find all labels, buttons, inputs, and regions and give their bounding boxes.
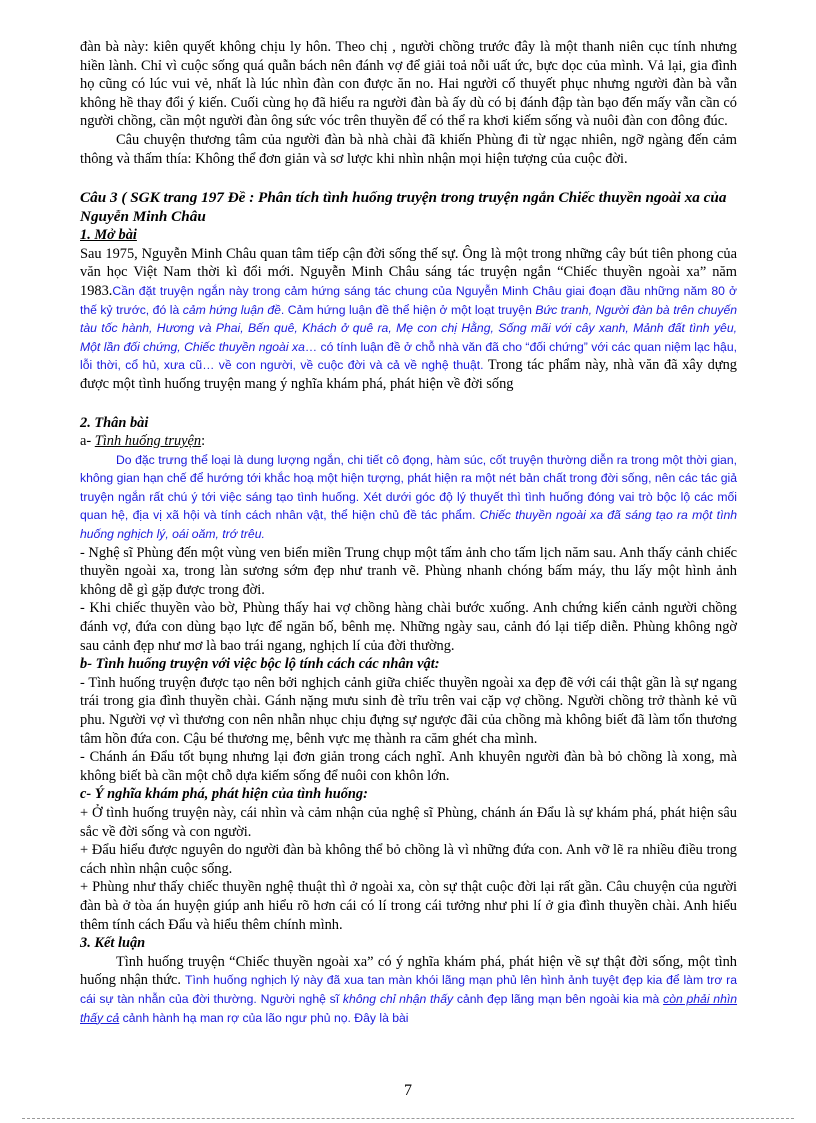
section-a-title: Tình huống truyện xyxy=(94,433,202,450)
mo-bai-blue-3: … có tính luận đề ở chỗ nhà văn đã cho “đối chứng” với các quan niệm lạc hậu, lỗi thời, cổ hủ, xưa cũ… về con người, về cuộc đời và cả về nghệ thuật. xyxy=(80,339,738,373)
spacer xyxy=(80,394,737,414)
mo-bai-blue-italic-1: cảm hứng luận đề xyxy=(182,302,281,317)
section-c-paragraph-1: + Ở tình huống truyện này, cái nhìn và cảm nhận của nghệ sĩ Phùng, chánh án Đẩu là sự khám phá, phát hiện sâu sắc về đời sống và con người. xyxy=(80,804,737,840)
section-a-paragraph-2: - Khi chiếc thuyền vào bờ, Phùng thấy hai vợ chồng hàng chài bước xuống. Anh chứng kiến cảnh người chồng đánh vợ, đứa con dùng bạo lực để ngăn bố, bênh mẹ. Những ngày sau, cảnh đó lại tiếp diễn. Phùng không ngờ sau cảnh đẹp như mơ là bao trái ngang, nghịch lí của đời thường. xyxy=(80,600,737,654)
section-a-blue-text: Do đặc trưng thể loại là dung lượng ngắn, chi tiết cô đọng, hàm súc, cốt truyện thường diễn ra trong một thời gian, không gian hạn chế để hướng tới khắc hoạ một hiện tượng, phát hiện ra một nét bản chất trong đời sống, nên các tác giả truyện ngắn rất chú ý tới việc sáng tạo tình huống. Xét dưới góc độ lý thuyết thì tình huống đóng vai trò bộc lộ các mối quan hệ, địa vị xã hội và tính cách nhân vật, thể hiện chủ đề tác phẩm. xyxy=(80,452,737,523)
intro-paragraph-1: đàn bà này: kiên quyết không chịu ly hôn. Theo chị , người chồng trước đây là một thanh niên cục tính nhưng hiền lành. Chỉ vì cuộc sống quá quẫn bách nên đánh vợ để giải toả nỗi uất ức, bực dọc của mình. Vả lại, gia đình họ cũng có lúc vui vẻ, nhất là lúc nhìn đàn con được ăn no. Hai người cố thuyết phục nhưng người đàn bà vẫn không hề thay đổi ý kiến. Cuối cùng họ đã hiểu ra người đàn bà ấy dù có bị đánh đập tàn bạo đến mấy vẫn cần có người chồng, cần một người đàn ông sức vóc trên thuyền để có thể ra khơi kiếm sống và nuôi đàn con đông đúc. xyxy=(80,39,737,130)
page-content xyxy=(80,38,737,1027)
ket-luan-paragraph xyxy=(80,953,737,1027)
question-3-title: Câu 3 ( SGK trang 197 Đề : Phân tích tình huống truyện trong truyện ngắn Chiếc thuyền ngoài xa của Nguyễn Minh Châu xyxy=(80,189,727,226)
section-a-blue-italic: Chiếc thuyền ngoài xa đã sáng tạo ra một tình huống nghịch lý, oái oăm, trớ trêu. xyxy=(80,508,738,542)
section-a-colon: : xyxy=(201,433,206,450)
section-a-blue-paragraph xyxy=(80,451,737,544)
section-c-paragraph-2: + Đẩu hiểu được nguyên do người đàn bà không thể bỏ chồng là vì những đứa con. Anh vỡ lẽ ra nhiều điều trong cách nhìn nhận cuộc sống. xyxy=(80,842,737,877)
mo-bai-blue-1: Cần đặt truyện ngắn này trong cảm hứng sáng tác chung của Nguyễn Minh Châu giai đoạn đầu những năm 80 ở thế kỷ trước, đó là xyxy=(80,283,737,317)
section-a-prefix: a- xyxy=(80,433,95,450)
section-c-title: c- Ý nghĩa khám phá, phát hiện của tình huống: xyxy=(80,786,368,803)
intro-paragraph-2: Câu chuyện thương tâm của người đàn bà nhà chài đã khiến Phùng đi từ ngạc nhiên, ngỡ ngàng đến cảm thông và thấm thía: Không thể đơn giản và sơ lược khi nhìn nhận mọi hiện tượng của cuộc đời. xyxy=(80,131,737,167)
ket-luan-heading: 3. Kết luận xyxy=(80,935,146,952)
mo-bai-heading: 1. Mở bài xyxy=(80,227,137,244)
section-b-title: b- Tình huống truyện với việc bộc lộ tính cách các nhân vật: xyxy=(80,656,440,673)
mo-bai-paragraph xyxy=(80,245,737,394)
mo-bai-blue-2: . Cảm hứng luận đề thể hiện ở một loạt truyện xyxy=(280,302,536,317)
footer-divider xyxy=(22,1118,794,1119)
section-a-heading xyxy=(80,432,737,451)
section-c-paragraph-3: + Phùng như thấy chiếc thuyền nghệ thuật thì ở ngoài xa, còn sự thật cuộc đời lại rất gần. Câu chuyện của người đàn bà ở tòa án huyện giúp anh hiểu rõ hơn cái có lí trong cái tưởng như phi lí ở gia đình thuyền chài. Anh hiểu thêm tính cách Đẩu và hiểu thêm chính mình. xyxy=(80,879,737,933)
section-a-paragraph-1: - Nghệ sĩ Phùng đến một vùng ven biển miền Trung chụp một tấm ảnh cho tấm lịch năm sau. Anh thấy cảnh chiếc thuyền ngoài xa, trong làn sương sớm đẹp như tranh vẽ. Phùng nhanh chóng bấm máy, thu lấy một hình ảnh không dễ gì gặp được trong đời. xyxy=(80,544,737,598)
ket-luan-text: Tình huống truyện “Chiếc thuyền ngoài xa” có ý nghĩa khám phá, phát hiện về sự thật đời sống, một tình huống nhận thức. xyxy=(80,953,737,989)
section-b-paragraph-1: - Tình huống truyện được tạo nên bởi nghịch cảnh giữa chiếc thuyền ngoài xa đẹp đẽ với cái thật gần là sự ngang trái trong gia đình thuyền chài. Gánh nặng mưu sinh đè trĩu trên vai cặp vợ chồng. Người chồng trở thành kẻ vũ phu. Người vợ vì thương con nên nhẫn nhục chịu đựng sự ngược đãi của chồng mà không biết đã làm tổn thương tâm hồn đứa con. Cậu bé thương mẹ, bênh vực mẹ thành ra căm ghét cha mình. xyxy=(80,674,737,747)
ket-luan-blue-2: cảnh đẹp lãng mạn bên ngoài kia mà xyxy=(453,991,664,1006)
mo-bai-text-b: Trong tác phẩm này, nhà văn đã xây dựng được một tình huống truyện mang ý nghĩa khám phá, phát hiện về đời sống xyxy=(80,357,737,392)
page-number: 7 xyxy=(404,1082,412,1099)
ket-luan-blue-3: cảnh hành hạ man rợ của lão ngư phủ nọ. Đây là bài xyxy=(119,1010,409,1025)
ket-luan-blue-1: Tình huống nghịch lý này đã xua tan màn khói lãng mạn phủ lên hình ảnh tuyệt đẹp kia để làm trơ ra cái sự tàn nhẫn của đời thường. Người nghệ sĩ xyxy=(80,973,737,1006)
than-bai-heading: 2. Thân bài xyxy=(80,414,149,431)
ket-luan-blue-italic-1: không chỉ nhận thấy xyxy=(342,991,454,1006)
section-b-paragraph-2: - Chánh án Đẩu tốt bụng nhưng lại đơn giản trong cách nghĩ. Anh khuyên người đàn bà bỏ chồng là xong, mà không biết bà cần một chỗ dựa kiếm sống để nuôi con khôn lớn. xyxy=(80,749,737,784)
ket-luan-blue-italic-2: còn phải nhìn thấy cả xyxy=(80,991,738,1025)
spacer xyxy=(80,168,737,188)
mo-bai-blue-italic-2: Bức tranh, Người đàn bà trên chuyến tàu tốc hành, Hương và Phai, Bến quê, Khách ở quê ra, Mẹ con chị Hằng, Sống mãi với cây xanh, Mảnh đất tình yêu, Một lần đối chứng, Chiếc thuyền ngoài xa xyxy=(80,302,738,354)
mo-bai-text-a: Sau 1975, Nguyễn Minh Châu quan tâm tiếp cận đời sống thế sự. Ông là một trong những cây bút tiên phong của văn học Việt Nam thời kì đổi mới. Nguyễn Minh Châu sáng tác truyện ngắn “Chiếc thuyền ngoài xa” năm 1983. xyxy=(80,245,737,299)
